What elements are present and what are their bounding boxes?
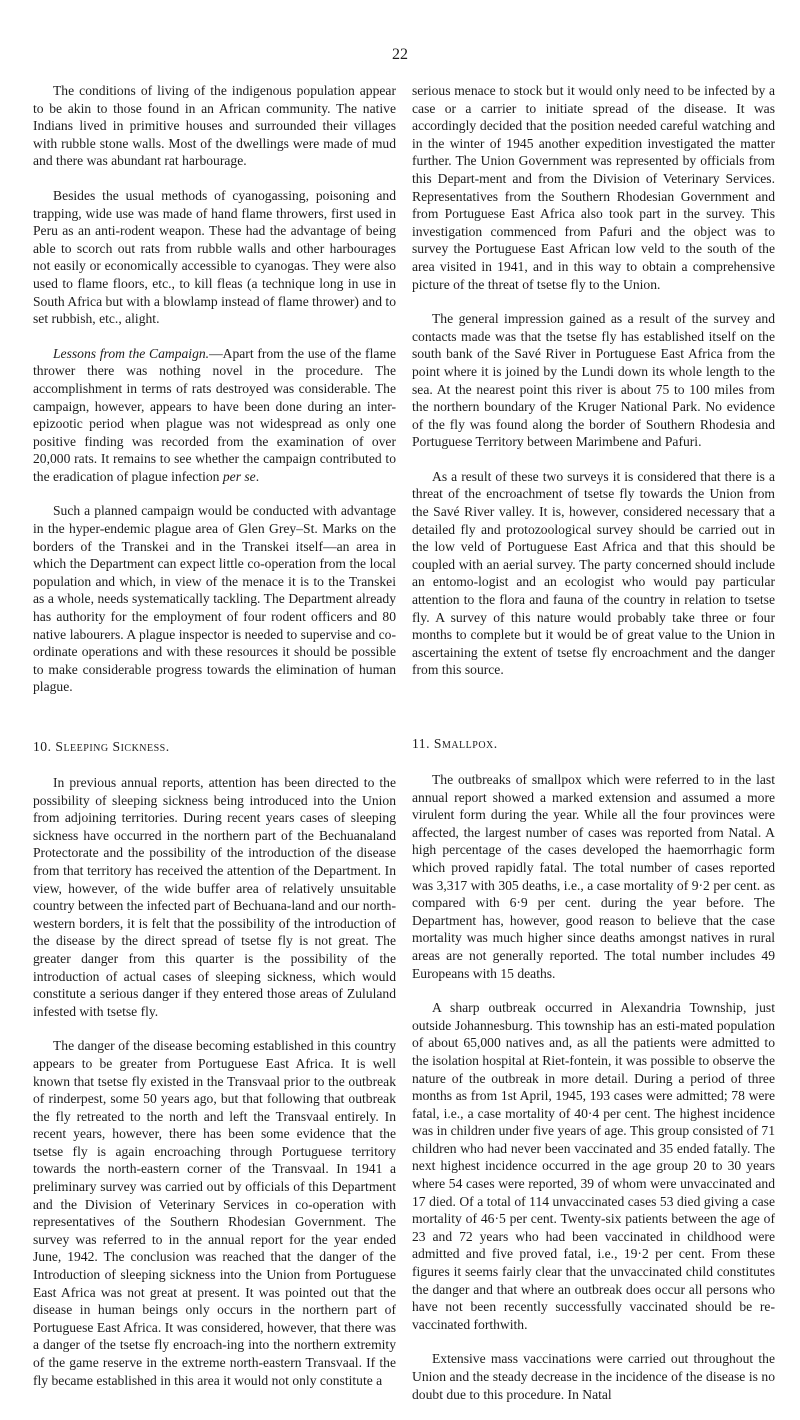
lessons-subheading: Lessons from the Campaign.	[53, 345, 210, 361]
paragraph-planned-campaign: Such a planned campaign would be conducted with advantage in the hyper-endemic plague area of Glen Grey–St. Marks on the borders of the Transkei and in the Transkei itself—an area in which the Department can expect little co-operation from the local population and which, in view of the menace it is to the Transkei as a whole, needs systematically tackling. The Department already has authority for the employment of four rodent officers and 80 native labourers. A plague inspector is needed to supervise and co-ordinate operations and with these resources it should be possible to make considerable progress towards the elimination of human plague.	[33, 503, 396, 695]
paragraph-control-methods: Besides the usual methods of cyanogassing, poisoning and trapping, wide use was made of hand flame throwers, first used in Peru as an anti-rodent weapon. These had the advantage of being able to scorch out rats from rubble walls and other harbourages not easily or economically accessible to cyanogas. They were also used to flame floors, etc., to kill fleas (a technique long in use in South Africa but with a blowlamp instead of flame thrower) and to set rubbish, etc., alight.	[33, 187, 396, 327]
paragraph-sleeping-sickness-danger: The danger of the disease becoming established in this country appears to be greater from Portuguese East Africa. It is well known that tsetse fly existed in the Transvaal prior to the outbreak of rinderpest, some 50 years ago, but that following that outbreak the fly retreated to the north and left the Transvaal entirely. In recent years, however, there has been some evidence that the tsetse fly is again encroaching through Portuguese territory towards the north-eastern corner of the Transvaal. In 1941 a preliminary survey was carried out by officials of this Department and the Division of Veterinary Services in co-operation with representatives of the Southern Rhodesian Government. The survey was referred to in the annual report for the year ended June, 1942. The conclusion was reached that the danger of the Introduction of sleeping sickness into the Union from Portuguese East Africa was not great at present. It was pointed out that the disease in human beings only occurs in the northern part of Portuguese East Africa. It was considered, however, that there was a danger of the tsetse fly encroach-ing into the northern extremity of the game reserve in the extreme north-eastern Transvaal. If the fly became established in this area it would not only constitute a	[33, 1038, 396, 1388]
paragraph-lessons-from-campaign	[33, 345, 396, 486]
paragraph-smallpox-outbreaks: The outbreaks of smallpox which were referred to in the last annual report showed a marked extension and assumed a more virulent form during the year. While all the four provinces were affected, the largest number of cases was reported from Natal. A high percentage of the cases developed the haemorrhagic form which proved rapidly fatal. The total number of cases reported was 3,317 with 305 deaths, i.e., a case mortality of 9·2 per cent. as compared with 6·9 per cent. during the year before. The Department has, however, good reason to believe that the case mortality was much higher since deaths amongst natives in rural areas are not generally reported. The total number includes 49 Europeans with 15 deaths.	[412, 772, 775, 981]
paragraph-continued-survey: serious menace to stock but it would only need to be infected by a case or a carrier to initiate spread of the disease. It was accordingly decided that the position needed careful watching and in the winter of 1945 another expedition investigated the matter further. The Union Government was represented by officials from this Depart-ment and from the Division of Veterinary Services. Representatives from the Southern Rhodesian Government and from Portuguese East Africa also took part in the survey. This investigation commenced from Pafuri and the object was to survey the Portuguese East African low veld to the south of the area visited in 1941, and in this way to obtain a comprehensive picture of the threat of tsetse fly to the Union.	[412, 83, 775, 292]
paragraph-survey-result: As a result of these two surveys it is considered that there is a threat of the encroachment of tsetse fly towards the Union from the Savé River valley. It is, however, considered necessary that a detailed fly and protozoological survey should be carried out in the low veld of Portuguese East Africa and that this should be coupled with an aerial survey. The party concerned should include an entomo-logist and an ecologist who would pay particular attention to the flora and fauna of the country in relation to tsetse fly. A survey of this nature would probably take three or four months to complete but it would be of great value to the Union in ascertaining the extent of tsetse fly encroachment and the danger from this source.	[412, 468, 775, 678]
lessons-text-end: .	[255, 468, 260, 484]
section-heading-sleeping-sickness: 10. Sleeping Sickness.	[33, 739, 170, 754]
left-column	[33, 82, 396, 1406]
paragraph-sleeping-sickness-intro: In previous annual reports, attention has been directed to the possibility of sleeping sickness being introduced into the Union from adjoining territories. During recent years cases of sleeping sickness have occurred in the northern part of the Bechuanaland Protectorate and the possibility of the introduction of the disease from that territory has received the attention of the Department. In view, however, of the wide buffer area of relatively unsuitable country between the infected part of Bechuana-land and our north-western borders, it is felt that the possibility of the introduction of the disease by the direct spread of tsetse fly is not great. The greater danger from this quarter is the possibility of the introduction of actual cases of sleeping sickness, which would constitute a serious danger if they entered those areas of Zululand infested with tsetse fly.	[33, 775, 396, 1019]
paragraph-indigenous-population: The conditions of living of the indigenous population appear to be akin to those found in an African community. The native Indians lived in primitive houses and surrounded their villages with rubble stone walls. Most of the dwellings were made of mud and there was abundant rat harbourage.	[33, 83, 396, 169]
paragraph-survey-impression: The general impression gained as a result of the survey and contacts made was that the tsetse fly has established itself on the south bank of the Savé River in Portuguese East Africa from the point where it is joined by the Lundi down its whole length to the sea. At the nearest point this river is about 75 to 100 miles from the northern boundary of the Kruger National Park. No evidence of the fly was found along the border of Southern Rhodesia and Portuguese Territory between Marimbene and Pafuri.	[412, 311, 775, 450]
lessons-italic-term: per se	[222, 468, 256, 484]
section-heading-smallpox: 11. Smallpox.	[412, 736, 498, 751]
page-number: 22	[392, 46, 408, 63]
lessons-text: —Apart from the use of the flame thrower there was nothing novel in the procedure. The accomplishment in terms of rats destroyed was considerable. The campaign, however, appears to have been done during an inter-epizootic period when plague was not widespread as only one positive finding was recorded from the examination of over 20,000 rats. It remains to see whether the campaign contributed to the eradication of plague infection	[33, 345, 396, 484]
paragraph-mass-vaccinations: Extensive mass vaccinations were carried out throughout the Union and the steady decrease in the incidence of the disease is no doubt due to this procedure. In Natal	[412, 1351, 775, 1402]
right-column	[412, 82, 775, 1420]
paragraph-alexandria-outbreak: A sharp outbreak occurred in Alexandria Township, just outside Johannesburg. This township has an esti-mated population of about 65,000 natives and, as all the patients were admitted to the isolation hospital at Riet-fontein, it was possible to observe the nature of the outbreak in more detail. During a period of three months as from 1st April, 1945, 193 cases were admitted; 78 were fatal, i.e., a case mortality of 40·4 per cent. The highest incidence was in children under five years of age. This group consisted of 71 children who had never been vaccinated and 35 ended fatally. The next highest incidence occurred in the age group 20 to 30 years where 54 cases were reported, 39 of whom were unvaccinated and 17 died. Of a total of 114 unvaccinated cases 53 died giving a case mortality of 46·5 per cent. Twenty-six patients between the age of 23 and 72 years who had been vaccinated in childhood were admitted and five proved fatal, i.e., 19·2 per cent. From these figures it seems fairly clear that the unvaccinated child constitutes the danger and that where an outbreak does occur all persons who have not been recently successfully vaccinated should be re-vaccinated forthwith.	[412, 1000, 775, 1332]
